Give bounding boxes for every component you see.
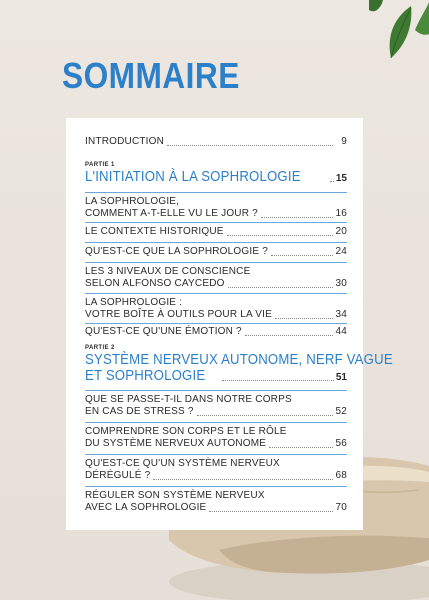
dot-leader	[271, 254, 333, 256]
toc-entry-page: 44	[335, 326, 347, 337]
toc-entry-label-line1: COMPRENDRE SON CORPS ET LE RÔLE	[85, 426, 287, 437]
dot-leader	[153, 478, 333, 480]
toc-entry[interactable]	[85, 297, 347, 321]
separator	[85, 242, 347, 243]
part-1-header[interactable]	[85, 161, 347, 185]
toc-entry-page: 30	[335, 278, 347, 289]
toc-entry-label: EN CAS DE STRESS ?	[85, 406, 194, 417]
toc-entry-introduction[interactable]	[85, 136, 347, 148]
leaf-icon	[329, 0, 429, 60]
toc-entry-page: 70	[335, 502, 347, 513]
separator	[85, 293, 347, 294]
toc-entry[interactable]	[85, 246, 347, 258]
toc-entry[interactable]	[85, 394, 347, 418]
part-page: 15	[335, 173, 347, 184]
separator	[85, 262, 347, 263]
toc-entry-label: QU'EST-CE QUE LA SOPHROLOGIE ?	[85, 246, 268, 257]
toc-entry[interactable]	[85, 458, 347, 482]
part-title: L'INITIATION À LA SOPHROLOGIE	[85, 168, 301, 185]
dot-leader	[222, 380, 334, 381]
toc-entry-label: DÉRÉGULÉ ?	[85, 470, 151, 481]
toc-entry-label: AVEC LA SOPHROLOGIE	[85, 502, 207, 513]
part-title-line2: ET SOPHROLOGIE	[85, 367, 206, 384]
part-label: PARTIE 2	[85, 345, 115, 351]
page-title: SOMMAIRE	[62, 55, 240, 96]
toc-entry[interactable]	[85, 426, 347, 450]
toc-entry-label: SELON ALFONSO CAYCEDO	[85, 278, 225, 289]
separator	[85, 323, 347, 324]
toc-entry-page: 56	[335, 438, 347, 449]
toc-entry-page: 52	[335, 406, 347, 417]
toc-entry-label-line1: QU'EST-CE QU'UN SYSTÈME NERVEUX	[85, 458, 280, 469]
toc-entry-label: LE CONTEXTE HISTORIQUE	[85, 226, 224, 237]
toc-entry-page: 24	[335, 246, 347, 257]
toc-entry-page: 9	[341, 136, 347, 147]
dot-leader	[275, 317, 333, 319]
toc-panel	[66, 118, 393, 530]
dot-leader	[330, 181, 334, 182]
toc-entry[interactable]	[85, 490, 347, 514]
toc-entry-page: 34	[335, 309, 347, 320]
part-2-header[interactable]	[85, 344, 393, 384]
separator	[85, 486, 347, 487]
toc-entry-label: INTRODUCTION	[85, 136, 165, 147]
separator	[85, 390, 347, 391]
toc-entry-label-line1: LA SOPHROLOGIE,	[85, 196, 180, 207]
toc-entry[interactable]	[85, 196, 347, 220]
dot-leader	[228, 286, 333, 288]
separator	[85, 454, 347, 455]
toc-entry-label-line1: LA SOPHROLOGIE :	[85, 297, 183, 308]
toc-entry-label: QU'EST-CE QU'UNE ÉMOTION ?	[85, 326, 242, 337]
toc-entry[interactable]	[85, 226, 347, 238]
toc-entry[interactable]	[85, 266, 347, 290]
toc-entry-label-line1: QUE SE PASSE-T-IL DANS NOTRE CORPS	[85, 394, 292, 405]
part-page: 51	[335, 372, 347, 383]
dot-leader	[197, 414, 333, 416]
toc-entry-label: COMMENT A-T-ELLE VU LE JOUR ?	[85, 208, 258, 219]
separator	[85, 192, 347, 193]
toc-entry-label-line1: LES 3 NIVEAUX DE CONSCIENCE	[85, 266, 251, 277]
dot-leader	[269, 446, 333, 448]
dot-leader	[245, 334, 333, 336]
toc-entry-page: 20	[335, 226, 347, 237]
toc-entry-label: DU SYSTÈME NERVEUX AUTONOME	[85, 438, 267, 449]
dot-leader	[209, 510, 333, 512]
part-title-line1: SYSTÈME NERVEUX AUTONOME, NERF VAGUE	[85, 351, 393, 368]
dot-leader	[261, 216, 333, 218]
toc-entry-label-line1: RÉGULER SON SYSTÈME NERVEUX	[85, 490, 265, 501]
toc-entry-page: 16	[335, 208, 347, 219]
separator	[85, 222, 347, 223]
dot-leader	[167, 144, 333, 146]
separator	[85, 422, 347, 423]
toc-entry[interactable]	[85, 326, 347, 338]
toc-entry-page: 68	[335, 470, 347, 481]
dot-leader	[227, 234, 333, 236]
toc-entry-label: VOTRE BOÎTE À OUTILS POUR LA VIE	[85, 309, 273, 320]
part-label: PARTIE 1	[85, 162, 115, 168]
